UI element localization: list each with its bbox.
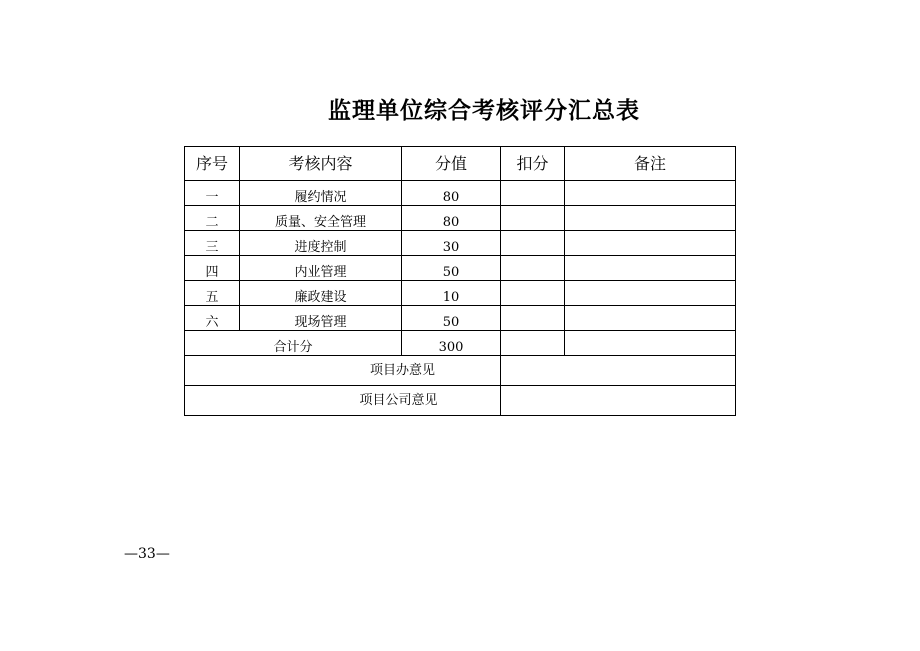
row-remark[interactable] bbox=[565, 181, 736, 206]
row-score: 80 bbox=[402, 181, 501, 206]
score-summary-table bbox=[184, 146, 736, 416]
row-no: 四 bbox=[185, 256, 240, 281]
row-no: 三 bbox=[185, 231, 240, 256]
row-item: 现场管理 bbox=[240, 306, 402, 331]
total-deduction[interactable] bbox=[501, 331, 565, 356]
row-deduction[interactable] bbox=[501, 306, 565, 331]
opinion-label bbox=[185, 356, 501, 386]
row-score: 10 bbox=[402, 281, 501, 306]
row-deduction[interactable] bbox=[501, 181, 565, 206]
total-remark[interactable] bbox=[565, 331, 736, 356]
opinion-label-text: 项目公司意见 bbox=[359, 392, 438, 408]
row-remark[interactable] bbox=[565, 306, 736, 331]
row-item: 进度控制 bbox=[240, 231, 402, 256]
row-no: 一 bbox=[185, 181, 240, 206]
row-no: 五 bbox=[185, 281, 240, 306]
table-row bbox=[185, 306, 736, 331]
row-score: 50 bbox=[402, 306, 501, 331]
row-remark[interactable] bbox=[565, 256, 736, 281]
row-deduction[interactable] bbox=[501, 206, 565, 231]
row-item: 内业管理 bbox=[240, 256, 402, 281]
page-number: —33— bbox=[124, 546, 170, 562]
opinion-row bbox=[185, 386, 736, 416]
row-item: 质量、安全管理 bbox=[240, 206, 402, 231]
table-row bbox=[185, 181, 736, 206]
table-row bbox=[185, 256, 736, 281]
table-row bbox=[185, 281, 736, 306]
row-score: 50 bbox=[402, 256, 501, 281]
opinion-label bbox=[185, 386, 501, 416]
row-deduction[interactable] bbox=[501, 256, 565, 281]
row-item: 履约情况 bbox=[240, 181, 402, 206]
total-score: 300 bbox=[402, 331, 501, 356]
header-no: 序号 bbox=[185, 147, 240, 181]
header-remark: 备注 bbox=[565, 147, 736, 181]
row-deduction[interactable] bbox=[501, 231, 565, 256]
table-header-row bbox=[185, 147, 736, 181]
opinion-value[interactable] bbox=[501, 356, 736, 386]
row-item: 廉政建设 bbox=[240, 281, 402, 306]
table-row bbox=[185, 231, 736, 256]
table-row bbox=[185, 206, 736, 231]
row-deduction[interactable] bbox=[501, 281, 565, 306]
header-item: 考核内容 bbox=[240, 147, 402, 181]
document-title: 监理单位综合考核评分汇总表 bbox=[328, 98, 640, 124]
header-deduction: 扣分 bbox=[501, 147, 565, 181]
row-no: 二 bbox=[185, 206, 240, 231]
row-remark[interactable] bbox=[565, 206, 736, 231]
row-score: 80 bbox=[402, 206, 501, 231]
header-score: 分值 bbox=[402, 147, 501, 181]
row-no: 六 bbox=[185, 306, 240, 331]
total-row bbox=[185, 331, 736, 356]
row-remark[interactable] bbox=[565, 281, 736, 306]
row-score: 30 bbox=[402, 231, 501, 256]
total-label: 合计分 bbox=[185, 331, 402, 356]
opinion-value[interactable] bbox=[501, 386, 736, 416]
opinion-label-text: 项目办意见 bbox=[369, 362, 435, 378]
row-remark[interactable] bbox=[565, 231, 736, 256]
opinion-row bbox=[185, 356, 736, 386]
